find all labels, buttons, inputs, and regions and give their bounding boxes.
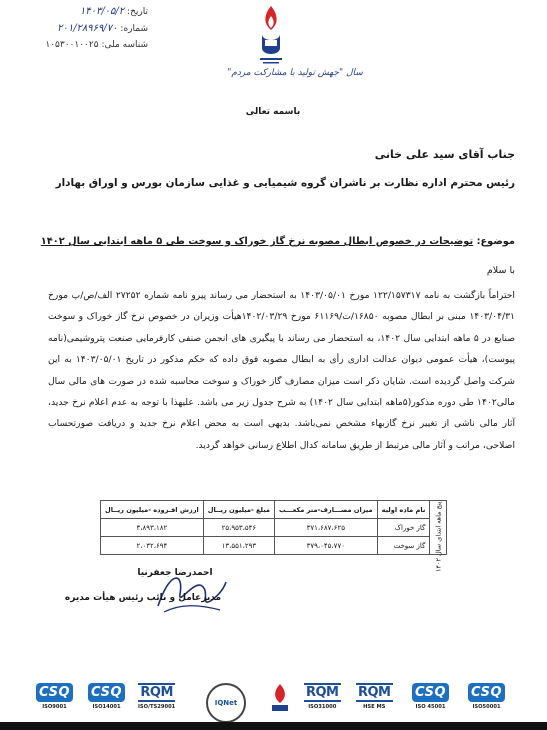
column-header: مبلغ -میلیون ریــال: [203, 501, 274, 519]
subject-label: موضوع:: [476, 236, 515, 247]
date-row: [28, 6, 148, 17]
handwritten-signature: [150, 560, 230, 620]
certification-strip: [28, 683, 533, 723]
table-cell: ۲۵،۹۵۳،۵۴۶: [203, 519, 274, 537]
signatory-name: احمدرضا جعفرنیا: [137, 568, 213, 578]
cert-company-flame: [268, 683, 292, 719]
column-header: ارزش افـزوده -میلیون ریــال: [101, 501, 204, 519]
table-cell: ۱۳،۵۵۱،۲۹۳: [203, 537, 274, 555]
column-header: میزان مصـــارف-متر مکعـــب: [274, 501, 377, 519]
national-id-label: شناسه ملی:: [101, 40, 148, 50]
table-cell: ۳۷۹،۰۴۵،۷۷۰: [274, 537, 377, 555]
signatory-position: مدیرعامل و نائب رئیس هیأت مدیره: [64, 593, 222, 603]
recipient-title: رئیس محترم اداره نظارت بر ناشران گروه شیمیایی و غذایی سازمان بورس و اوراق بهادار: [55, 177, 515, 189]
table-cell: گاز سوخت: [377, 537, 430, 555]
invocation: باسمه تعالی: [245, 107, 301, 117]
number-value: ۲۰۱/۲۸۹۶۹/۷۰: [57, 23, 118, 34]
cert-rqm-31000: RQM ISO31000: [306, 685, 339, 710]
subject-line: [40, 236, 515, 247]
table-cell: گاز خوراک: [377, 519, 430, 537]
cert-iqnet: IQNet: [206, 683, 246, 723]
company-logo: [254, 4, 288, 66]
cert-csq-9001: CSQ ISO9001: [36, 683, 73, 710]
flame-logo-icon: [254, 4, 288, 66]
date-value: ۱۴۰۳/۰۵/۲: [79, 6, 125, 17]
cert-csq-14001: CSQ ISO14001: [88, 683, 125, 710]
cert-csq-50001: CSQ ISO50001: [468, 683, 505, 710]
table-header-row: [101, 501, 447, 519]
subject-text: توضیحات در خصوص ابطال مصوبه نرخ گاز خوراک و سوخت طی ۵ ماهه ابتدایی سال ۱۴۰۲: [40, 236, 474, 247]
consumption-table: [100, 500, 447, 572]
table-cell: ۳،۸۹۳،۱۸۲: [101, 519, 204, 537]
table-row: [101, 537, 447, 555]
table-row: [101, 519, 447, 537]
date-label: تاریخ:: [127, 7, 148, 17]
cert-hse-ms: RQM HSE MS: [358, 685, 391, 710]
table-cell: ۳۷۱،۶۸۷،۶۲۵: [274, 519, 377, 537]
number-row: [28, 23, 148, 34]
number-label: شماره:: [120, 24, 148, 34]
national-id-row: [28, 40, 148, 50]
scan-bottom-edge: [0, 722, 547, 730]
period-header: پنج ماهه ابتدای سال ۱۴۰۲: [430, 501, 447, 555]
company-slogan: سال "جهش تولید با مشارکت مردم": [227, 68, 363, 78]
flame-icon: [268, 683, 292, 715]
cert-csq-45001: CSQ ISO 45001: [412, 683, 449, 710]
national-id-value: ۱۰۵۳۰۰۱۰۰۲۵: [45, 40, 99, 50]
column-header: نام ماده اولیه: [377, 501, 430, 519]
greeting: با سلام: [486, 265, 515, 276]
cert-rqm-ts29001: RQM ISO/TS29001: [138, 685, 176, 710]
body-paragraph: احتراماً بازگشت به نامه ۱۲۲/۱۵۷۳۱۷ مورخ ۱۴۰۳/۰۵/۰۱ به استحضار می رساند پیرو نامه شماره ۲۷۲۵۲ الف/ص/پ مورخ ۱۴۰۳/۰۴/۳۱ مبنی بر ابطال مصوبه ۱۶۸۵۰/ت/۶۱۱۶۹ مورخ ۱۴۰۲/۰۳/۲۹هیأت وزیران در خصوص نرخ گاز خوراک و سوخت صنایع در ۵ ماهه ابتدایی سال ۱۴۰۲، به استحضار می رساند با پیگیری های انجمن صنفی کارفرمایی صنعت پتروشیمی(نامه پیوست)، هیأت عمومی دیوان عدالت اداری رأی به ابطال مصوبه فوق داده که حکم مذکور در تاریخ ۱۴۰۳/۰۵/۰۱ به این شرکت واصل گردیده است. شایان ذکر است میزان مصارف گاز خوراک و سوخت محاسبه شده در صورت های مالی سال مالی۱۴۰۲ طی دوره مذکور(۵ماهه ابتدایی سال ۱۴۰۲) به شرح جدول زیر می باشد. علیهذا با توجه به عدم اعلام نرخ جدید، آثار مالی ناشی از تغییر نرخ گازبهاء مشخص نمی‌باشد. بدیهی است به محض اعلام نرخ جدید و دریافت صورتحساب اصلاحی، مراتب و آثار مالی مرتبط از طریق سامانه کدال اطلاع رسانی خواهد گردید.: [48, 290, 515, 451]
recipient-name: جناب آقای سید علی خانی: [374, 148, 515, 161]
table-cell: ۲،۰۳۲،۶۹۴: [101, 537, 204, 555]
